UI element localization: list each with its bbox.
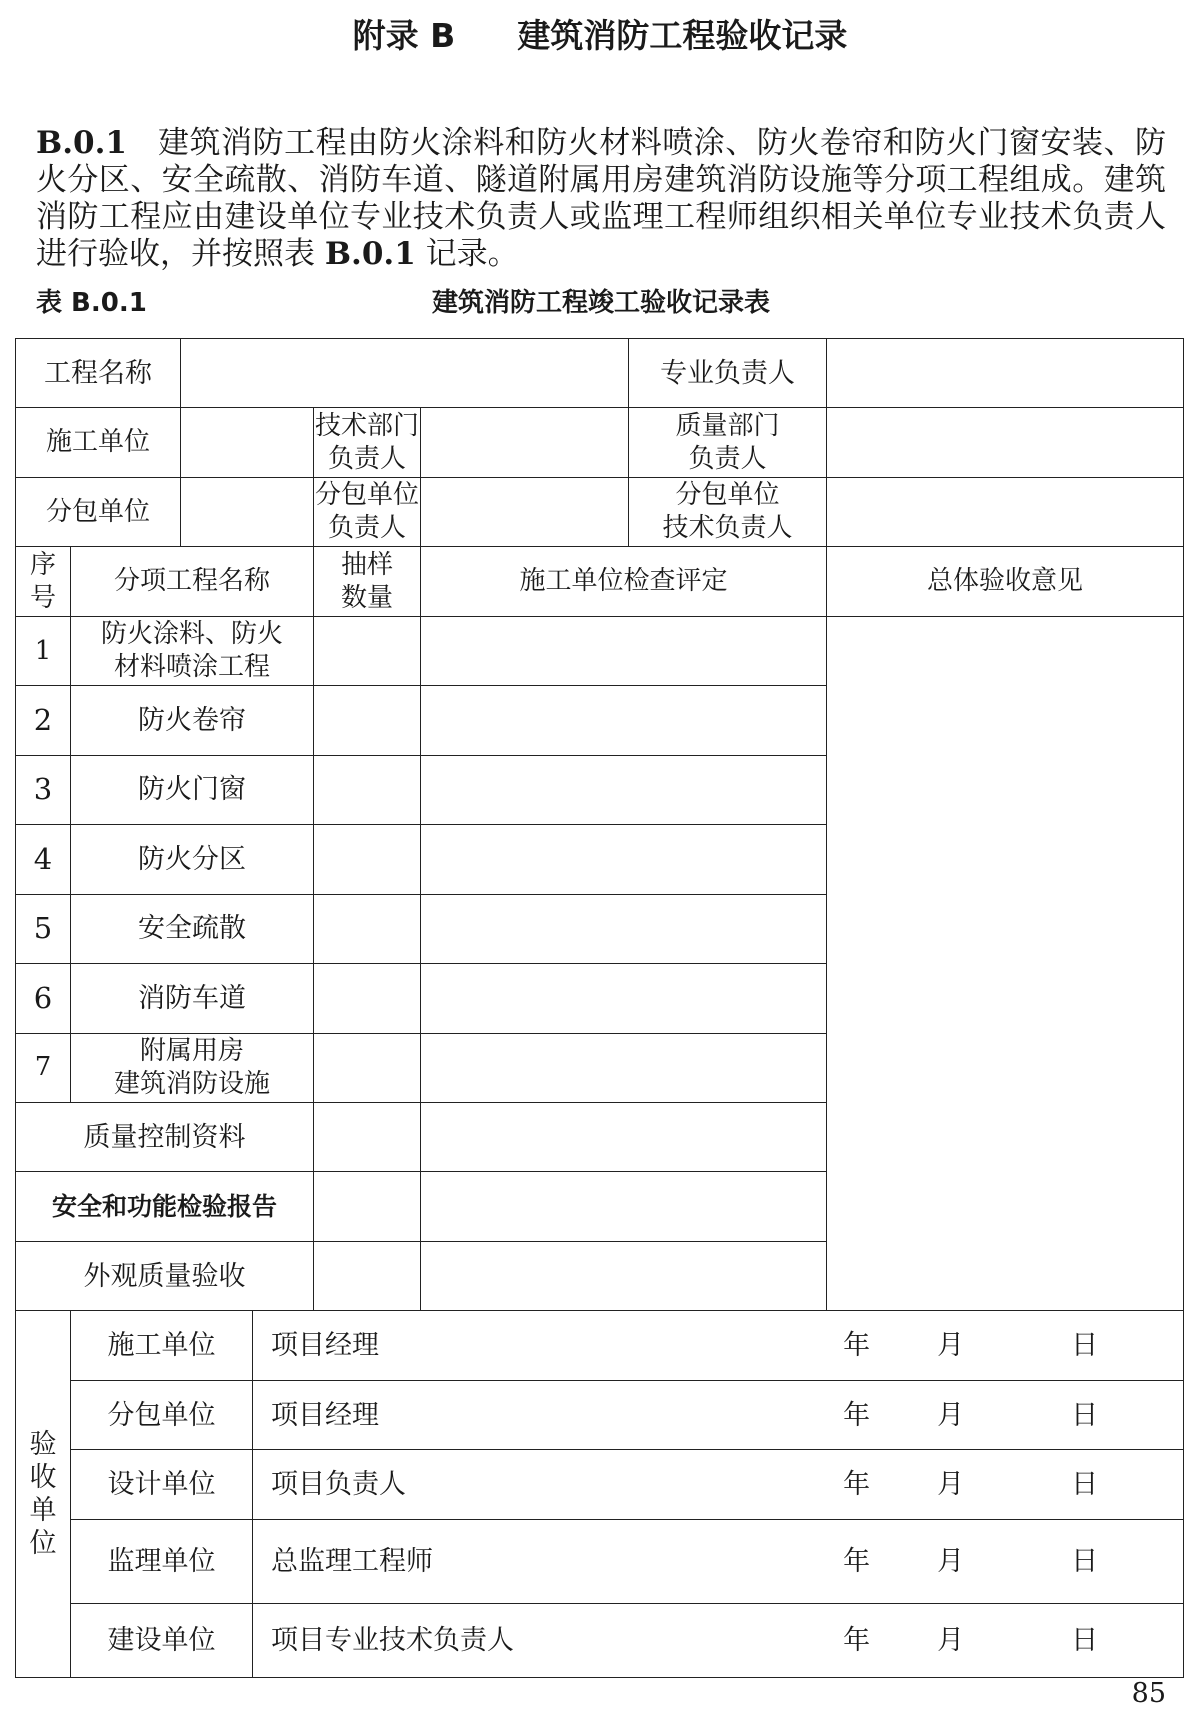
self-check-field[interactable] xyxy=(421,1033,827,1102)
col-sample-qty: 抽样 数量 xyxy=(314,547,421,616)
col-seq: 序 号 xyxy=(16,547,71,616)
self-check-field[interactable] xyxy=(421,686,827,755)
page-number: 85 xyxy=(1131,1678,1166,1709)
quality-dept-lead-field[interactable] xyxy=(827,408,1184,477)
item-no: 7 xyxy=(16,1033,71,1102)
signer-title: 项目经理 xyxy=(271,1330,379,1362)
item-name: 防火门窗 xyxy=(71,755,314,824)
signature-field[interactable]: 总监理工程师 年 月 日 xyxy=(253,1519,1184,1604)
signature-field[interactable]: 项目经理 年 月 日 xyxy=(253,1380,1184,1449)
item-no: 5 xyxy=(16,894,71,963)
column-header-row xyxy=(16,547,1184,616)
clause-table-ref: B.0.1 xyxy=(324,236,416,272)
self-check-field[interactable] xyxy=(421,1241,827,1310)
safety-function-report-label: 安全和功能检验报告 xyxy=(16,1172,314,1241)
sample-qty-field[interactable] xyxy=(314,964,421,1033)
header-row-project xyxy=(16,339,1184,408)
self-check-field[interactable] xyxy=(421,1102,827,1171)
self-check-field[interactable] xyxy=(421,616,827,685)
acceptance-row xyxy=(16,1380,1184,1449)
col-item-name: 分项工程名称 xyxy=(71,547,314,616)
sample-qty-field[interactable] xyxy=(314,1241,421,1310)
item-no: 4 xyxy=(16,825,71,894)
professional-lead-field[interactable] xyxy=(827,339,1184,408)
signer-title: 项目专业技术负责人 xyxy=(271,1625,514,1657)
header-row-subcontract xyxy=(16,477,1184,546)
quality-control-docs-label: 质量控制资料 xyxy=(16,1102,314,1171)
sample-qty-field[interactable] xyxy=(314,1102,421,1171)
clause-number: B.0.1 xyxy=(36,125,127,161)
subcontract-tech-lead-field[interactable] xyxy=(827,477,1184,546)
acceptance-unit-name: 分包单位 xyxy=(71,1380,253,1449)
table-title: 建筑消防工程竣工验收记录表 xyxy=(431,288,770,318)
appendix-label: 附录 B xyxy=(352,16,456,55)
item-no: 3 xyxy=(16,755,71,824)
page-title xyxy=(0,8,1200,64)
acceptance-unit-group-label: 验 收 单 位 xyxy=(16,1311,71,1678)
project-name-label: 工程名称 xyxy=(16,339,181,408)
sample-qty-field[interactable] xyxy=(314,616,421,685)
acceptance-row xyxy=(16,1311,1184,1380)
item-name: 防火卷帘 xyxy=(71,686,314,755)
self-check-field[interactable] xyxy=(421,825,827,894)
sample-qty-field[interactable] xyxy=(314,1033,421,1102)
self-check-field[interactable] xyxy=(421,1172,827,1241)
item-no: 2 xyxy=(16,686,71,755)
clause-paragraph xyxy=(36,125,1166,273)
subcontract-lead-field[interactable] xyxy=(421,477,629,546)
clause-text-2: 记录。 xyxy=(425,236,519,272)
acceptance-unit-name: 建设单位 xyxy=(71,1604,253,1678)
acceptance-unit-name: 施工单位 xyxy=(71,1311,253,1380)
acceptance-record-table xyxy=(15,338,1184,1678)
acceptance-row xyxy=(16,1604,1184,1678)
subcontract-tech-lead-label: 分包单位 技术负责人 xyxy=(629,477,827,546)
tech-dept-lead-field[interactable] xyxy=(421,408,629,477)
construction-unit-field[interactable] xyxy=(181,408,314,477)
professional-lead-label: 专业负责人 xyxy=(629,339,827,408)
signature-field[interactable]: 项目经理 年 月 日 xyxy=(253,1311,1184,1380)
tech-dept-lead-label: 技术部门 负责人 xyxy=(314,408,421,477)
sample-qty-field[interactable] xyxy=(314,686,421,755)
project-name-field[interactable] xyxy=(181,339,629,408)
subcontract-lead-label: 分包单位 负责人 xyxy=(314,477,421,546)
sample-qty-field[interactable] xyxy=(314,755,421,824)
acceptance-unit-name: 设计单位 xyxy=(71,1450,253,1519)
item-no: 1 xyxy=(16,616,71,685)
col-overall-opinion: 总体验收意见 xyxy=(827,547,1184,616)
table-row xyxy=(16,616,1184,685)
table-number: 表 B.0.1 xyxy=(36,288,147,318)
signature-field[interactable]: 项目专业技术负责人 年 月 日 xyxy=(253,1604,1184,1678)
subcontract-unit-field[interactable] xyxy=(181,477,314,546)
self-check-field[interactable] xyxy=(421,894,827,963)
acceptance-unit-name: 监理单位 xyxy=(71,1519,253,1604)
overall-opinion-field[interactable] xyxy=(827,616,1184,1311)
sample-qty-field[interactable] xyxy=(314,1172,421,1241)
item-name: 防火涂料、防火 材料喷涂工程 xyxy=(71,616,314,685)
acceptance-row xyxy=(16,1519,1184,1604)
signature-field[interactable]: 项目负责人 年 月 日 xyxy=(253,1450,1184,1519)
subcontract-unit-label: 分包单位 xyxy=(16,477,181,546)
self-check-field[interactable] xyxy=(421,964,827,1033)
table-caption xyxy=(36,283,1166,323)
appendix-title: 建筑消防工程验收记录 xyxy=(517,16,848,55)
sample-qty-field[interactable] xyxy=(314,825,421,894)
sample-qty-field[interactable] xyxy=(314,894,421,963)
signer-title: 项目负责人 xyxy=(271,1468,406,1500)
item-no: 6 xyxy=(16,964,71,1033)
self-check-field[interactable] xyxy=(421,755,827,824)
header-row-construction xyxy=(16,408,1184,477)
quality-dept-lead-label: 质量部门 负责人 xyxy=(629,408,827,477)
appearance-quality-label: 外观质量验收 xyxy=(16,1241,314,1310)
clause-text-1: 建筑消防工程由防火涂料和防火材料喷涂、防火卷帘和防火门窗安装、防火分区、安全疏散、消防车道、隧道附属用房建筑消防设施等分项工程组成。建筑消防工程应由建设单位专业技术负责人或监理工程师组织相关单位专业技术负责人进行验收，并按照表 xyxy=(36,125,1166,272)
item-name: 附属用房 建筑消防设施 xyxy=(71,1033,314,1102)
col-self-check: 施工单位检查评定 xyxy=(421,547,827,616)
item-name: 防火分区 xyxy=(71,825,314,894)
signer-title: 总监理工程师 xyxy=(271,1545,433,1577)
construction-unit-label: 施工单位 xyxy=(16,408,181,477)
acceptance-row xyxy=(16,1450,1184,1519)
item-name: 消防车道 xyxy=(71,964,314,1033)
item-name: 安全疏散 xyxy=(71,894,314,963)
signer-title: 项目经理 xyxy=(271,1399,379,1431)
